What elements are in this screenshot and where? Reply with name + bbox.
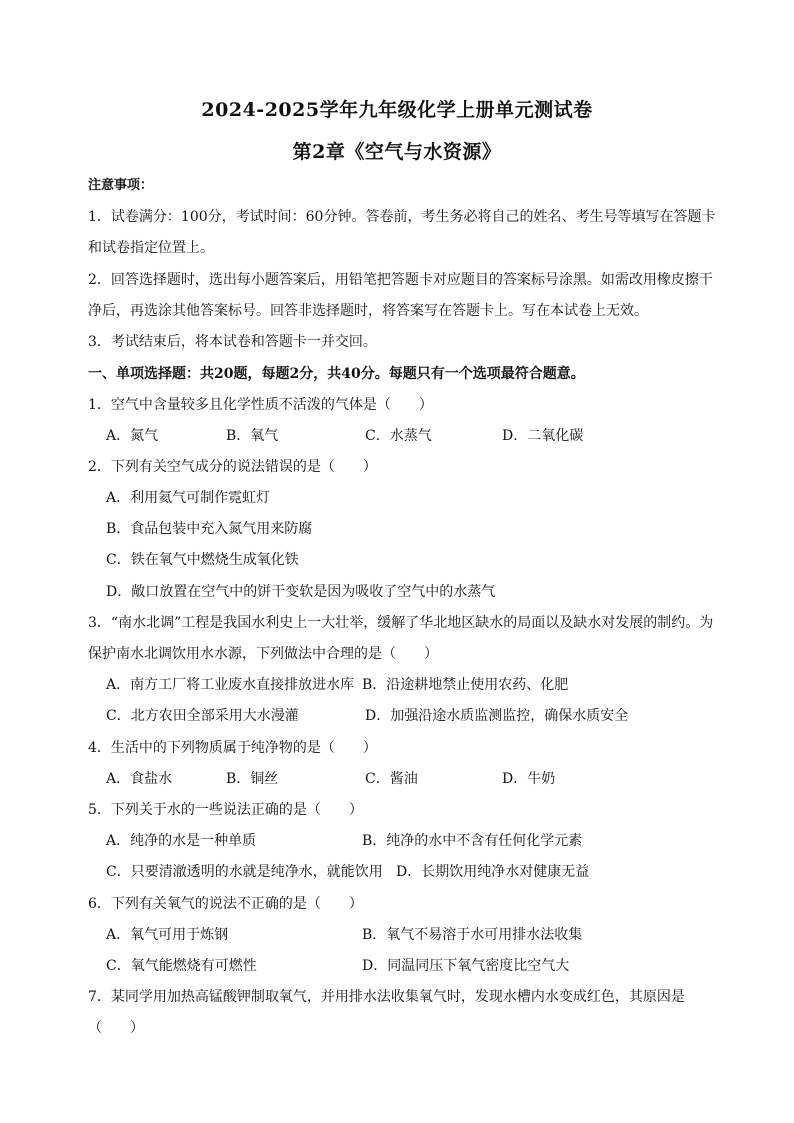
option-c: C．北方农田全部采用大水漫灌 (106, 708, 299, 724)
question-stem: 保护南水北调饮用水水源，下列做法中合理的是（ ） (88, 646, 438, 662)
option-b: B．纯净的水中不含有任何化学元素 (362, 833, 583, 849)
option-d: D．加强沿途水质监测监控，确保水质安全 (365, 708, 629, 724)
notice-item: 和试卷指定位置上。 (88, 240, 214, 256)
option-b: B．氧气不易溶于水可用排水法收集 (362, 927, 583, 943)
option-c: C．水蒸气 (365, 428, 432, 444)
option-c: C．只要清澈透明的水就是纯净水，就能饮用 (106, 864, 383, 880)
option-a: A．氧气可用于炼钢 (106, 927, 229, 943)
option-d: D．同温同压下氧气密度比空气大 (362, 958, 570, 974)
question-stem: 1．空气中含量较多且化学性质不活泼的气体是（ ） (88, 397, 433, 413)
notice-item: 1．试卷满分：100分，考试时间：60分钟。答卷前，考生务必将自己的姓名、考生号等填写在答题卡 (88, 209, 716, 225)
option-c: C．酱油 (365, 771, 418, 787)
section-heading: 一、单项选择题：共20题，每题2分，共40分。每题只有一个选项最符合题意。 (88, 366, 585, 382)
option-a: A．纯净的水是一种单质 (106, 833, 257, 849)
option-a: A．氮气 (106, 428, 159, 444)
option-b: B．铜丝 (226, 771, 279, 787)
option-a: A．南方工厂将工业废水直接排放进水库 (106, 677, 355, 693)
option-d: D．敞口放置在空气中的饼干变软是因为吸收了空气中的水蒸气 (106, 584, 496, 600)
option-b: B．氧气 (226, 428, 279, 444)
notice-item: 净后，再选涂其他答案标号。回答非选择题时，将答案写在答题卡上。写在本试卷上无效。 (88, 303, 648, 319)
question-stem: 2．下列有关空气成分的说法错误的是（ ） (88, 459, 377, 475)
option-a: A．利用氦气可制作霓虹灯 (106, 490, 271, 506)
option-c: C．氧气能燃烧有可燃性 (106, 958, 257, 974)
option-d: D．二氧化碳 (502, 428, 584, 444)
chapter-title: 第2章《空气与水资源》 (292, 141, 502, 163)
notice-heading: 注意事项： (88, 178, 154, 193)
option-b: B．沿途耕地禁止使用农药、化肥 (362, 677, 569, 693)
option-d: D．长期饮用纯净水对健康无益 (396, 864, 590, 880)
option-a: A．食盐水 (106, 771, 173, 787)
question-stem: 4．生活中的下列物质属于纯净物的是（ ） (88, 740, 377, 756)
question-stem: 5．下列关于水的一些说法正确的是（ ） (88, 802, 363, 818)
exam-title: 2024-2025学年九年级化学上册单元测试卷 (201, 99, 593, 121)
option-b: B．食品包装中充入氮气用来防腐 (106, 521, 313, 537)
question-stem: 7．某同学用加热高锰酸钾制取氧气，并用排水法收集氧气时，发现水槽内水变成红色，其原因是 (88, 989, 685, 1005)
notice-item: 2．回答选择题时，选出每小题答案后，用铅笔把答题卡对应题目的答案标号涂黑。如需改用橡皮擦干 (88, 272, 713, 288)
option-c: C．铁在氧气中燃烧生成氧化铁 (106, 552, 299, 568)
question-stem: 6．下列有关氧气的说法不正确的是（ ） (88, 896, 363, 912)
question-stem: 3．“南水北调”工程是我国水利史上一大壮举，缓解了华北地区缺水的局面以及缺水对发展的制约。为 (88, 615, 714, 631)
notice-item: 3．考试结束后，将本试卷和答题卡一并交回。 (88, 334, 377, 350)
option-d: D．牛奶 (502, 771, 556, 787)
question-stem: （ ） (88, 1020, 144, 1036)
